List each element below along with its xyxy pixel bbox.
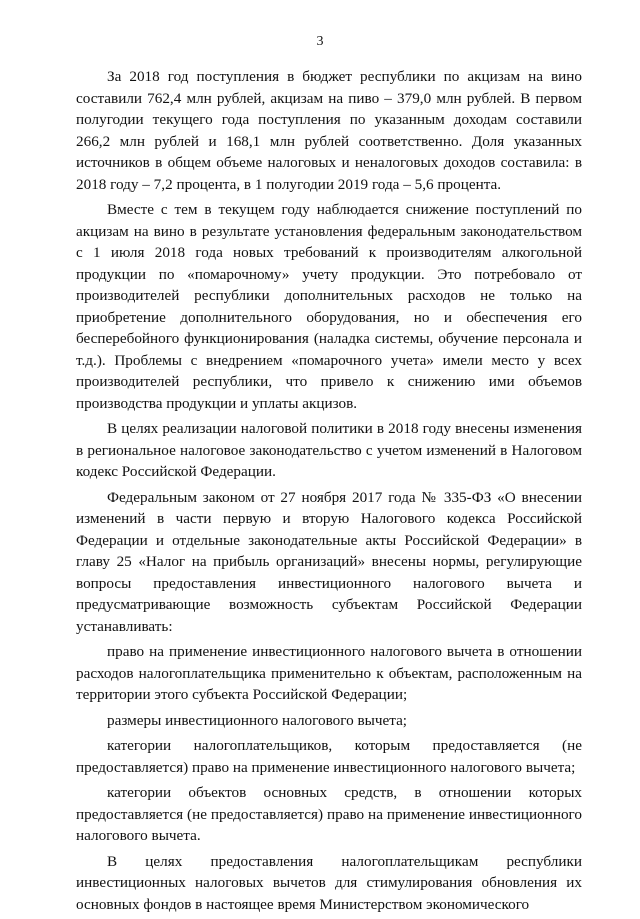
paragraph-tax-policy: В целях реализации налоговой политики в 2018 году внесены изменения в региональное налоговое законодательство с учетом изменений в Налоговом кодекс Российской Федерации. — [76, 420, 582, 480]
paragraph-list-item-assets: категории объектов основных средств, в отношении которых предоставляется (не предоставляется) право на применение инвестиционного налогового вычета. — [76, 784, 582, 844]
paragraph-wine-excise-decline: Вместе с тем в текущем году наблюдается снижение поступлений по акцизам на вино в результате установления федеральным законодательством с 1 июля 2018 года новых требований к производителям алкогольной продукции по «помарочному» учету продукции. Это потребовало от производителей республики дополнительных расходов не только на приобретение дополнительного оборудования, но и обеспечения его бесперебойного функционирования (наладка системы, обучение персонала и т.д.). Проблемы с внедрением «помарочного учета» имели место у всех производителей республики, что привело к снижению ими объемов производства продукции и уплаты акцизов. — [76, 201, 582, 412]
document-body — [76, 66, 582, 919]
paragraph-list-item-taxpayers: категории налогоплательщиков, которым предоставляется (не предоставляется) право на применение инвестиционного налогового вычета; — [76, 737, 582, 776]
paragraph-list-item-right: право на применение инвестиционного налогового вычета в отношении расходов налогоплательщика применительно к объектам, расположенным на территории этого субъекта Российской Федерации; — [76, 643, 582, 703]
paragraph-excise-revenue: За 2018 год поступления в бюджет республики по акцизам на вино составили 762,4 млн рублей, акцизам на пиво – 379,0 млн рублей. В первом полугодии текущего года поступления по указанным доходам составили 266,2 млн рублей и 168,1 млн рублей соответственно. Доля указанных источников в общем объеме налоговых и неналоговых доходов составила: в 2018 году – 7,2 процента, в 1 полугодии 2019 года – 5,6 процента. — [76, 68, 582, 193]
paragraph-investment-deductions: В целях предоставления налогоплательщикам республики инвестиционных налоговых вычетов для стимулирования обновления их основных фондов в настоящее время Министерством экономического — [76, 852, 582, 913]
page-number: 3 — [316, 34, 324, 49]
paragraph-list-item-sizes: размеры инвестиционного налогового вычета; — [107, 711, 408, 729]
paragraph-federal-law: Федеральным законом от 27 ноября 2017 года № 335-ФЗ «О внесении изменений в части первую и вторую Налогового кодекса Российской Федерации и отдельные законодательные акты Российской Федерации» в главу 25 «Налог на прибыль организаций» внесены нормы, регулирующие вопросы предоставления инвестиционного налогового вычета и предусматривающие возможность субъектам Российской Федерации устанавливать: — [76, 488, 582, 635]
